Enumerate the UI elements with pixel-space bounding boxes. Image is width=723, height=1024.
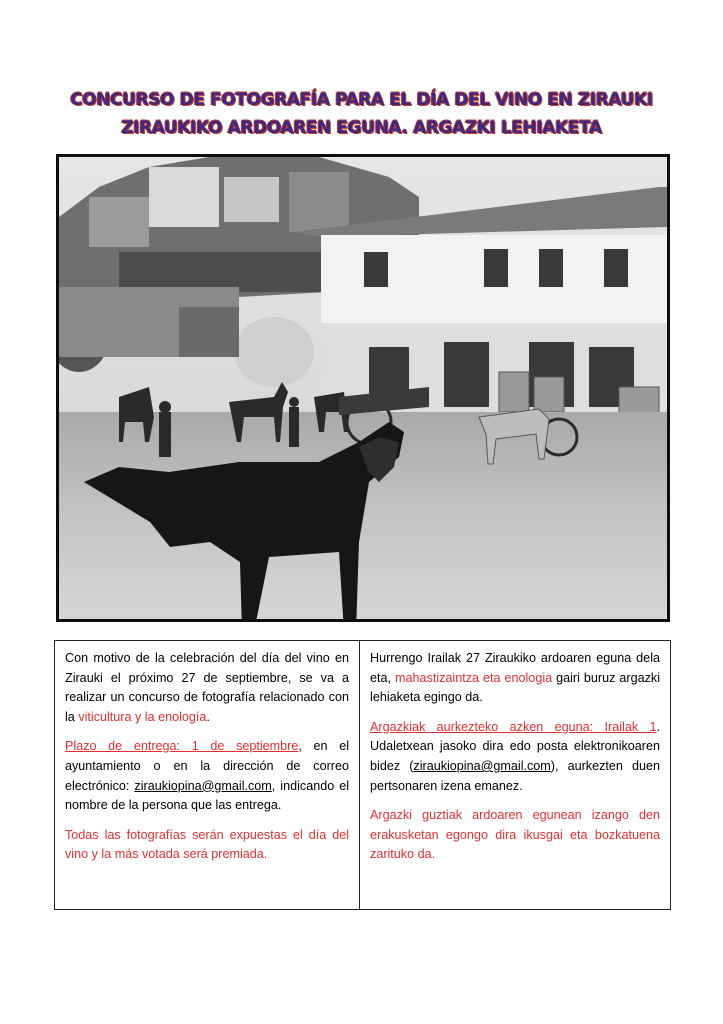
eu-p1-text: Hurrengo Irailak 27 Ziraukiko ardoaren eguna dela eta, xyxy=(370,651,660,685)
eu-email-link[interactable]: ziraukiopina@gmail.com xyxy=(413,758,551,773)
es-p2-end: , indicando el nombre de la persona que las entrega. xyxy=(65,778,350,813)
eu-paragraph-3: Argazki guztiak ardoaren egunean izango den erakusketan egongo dira ikusgai eta bozkatuena zarituko da. xyxy=(370,808,660,862)
title-basque-text: ZIRAUKIKO ARDOAREN EGUNA. ARGAZKI LEHIAKETA xyxy=(121,118,602,138)
title-basque xyxy=(0,118,723,138)
historic-photo xyxy=(56,154,670,622)
es-p1-highlight: viticultura y la enología xyxy=(78,709,207,724)
eu-p2-end: ), aurkezten duen pertsonaren izena emanez. xyxy=(370,758,660,793)
eu-paragraph-1 xyxy=(370,649,660,708)
es-email-link[interactable]: ziraukiopina@gmail.com xyxy=(134,778,272,793)
eu-p2-text: . Udaletxean jasoko dira edo posta elektronikoaren bidez ( xyxy=(370,719,660,773)
info-table xyxy=(54,640,671,910)
es-paragraph-1 xyxy=(65,649,349,727)
es-paragraph-3: Todas las fotografías serán expuestas el día del vino y la más votada será premiada. xyxy=(65,827,350,862)
eu-p1-end: gairi buruz argazki lehiaketa egingo da. xyxy=(370,670,660,705)
eu-deadline: Argazkiak aurkezteko azken eguna: Irailak 1 xyxy=(370,719,657,734)
eu-paragraph-2 xyxy=(370,718,660,796)
es-p2-text: , en el ayuntamiento o en la dirección de correo electrónico: xyxy=(65,739,350,793)
es-deadline: Plazo de entrega: 1 de septiembre xyxy=(65,739,299,754)
es-p1-end: . xyxy=(206,709,210,724)
photo-illustration xyxy=(59,157,667,619)
basque-column xyxy=(360,641,670,909)
es-paragraph-2 xyxy=(65,737,349,815)
spanish-column xyxy=(55,641,360,909)
title-spanish-text: CONCURSO DE FOTOGRAFÍA PARA EL DÍA DEL VINO EN ZIRAUKI xyxy=(70,90,653,110)
title-spanish xyxy=(0,90,723,110)
eu-p1-highlight: mahastizaintza eta enologia xyxy=(395,670,553,685)
es-p1-text: Con motivo de la celebración del día del vino en Zirauki el próximo 27 de septiembre, se va a realizar un concurso de fotografía relacionado con la xyxy=(65,651,350,724)
